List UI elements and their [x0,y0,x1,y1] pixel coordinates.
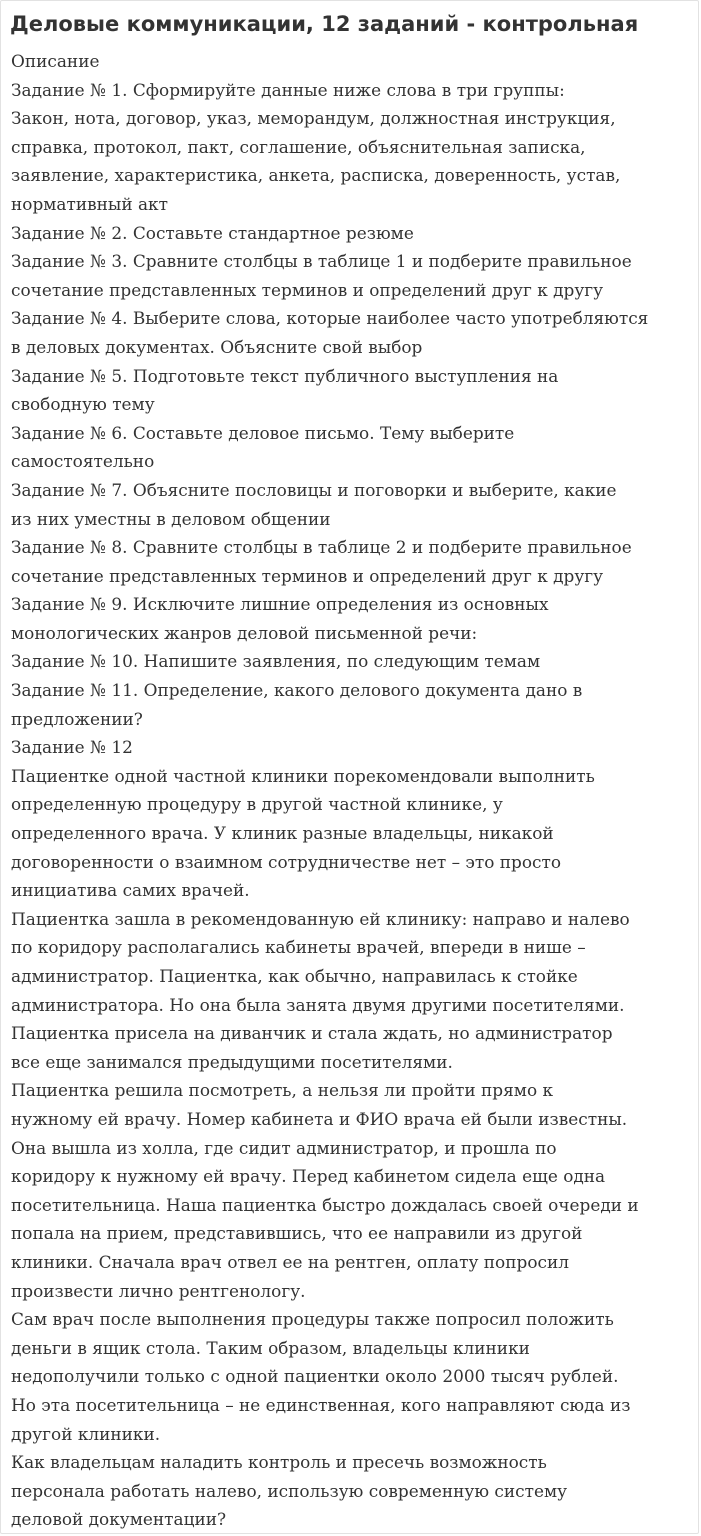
text-line: Как владельцам наладить контроль и пресечь возможность [11,1453,547,1474]
text-line: клиники. Сначала врач отвел ее на рентген, оплату попросил [11,1252,569,1273]
text-line: сочетание представленных терминов и определений друг к другу [11,566,604,587]
text-line: справка, протокол, пакт, соглашение, объяснительная записка, [11,137,586,158]
text-line: инициатива самих врачей. [11,881,250,902]
text-line: Пациентка решила посмотреть, а нельзя ли пройти прямо к [11,1081,554,1102]
text-line: монологических жанров деловой письменной речи: [11,623,478,644]
text-line: в деловых документах. Объясните свой выбор [11,337,423,358]
text-line: Задание № 11. Определение, какого делового документа дано в [11,681,583,702]
text-line: Пациентка зашла в рекомендованную ей клинику: направо и налево [11,909,630,930]
text-line: Задание № 8. Сравните столбцы в таблице 2 и подберите правильное [11,538,632,559]
text-line: Она вышла из холла, где сидит администратор, и прошла по [11,1138,557,1159]
text-line: попала на прием, представившись, что ее направили из другой [11,1224,583,1245]
text-line: Задание № 4. Выберите слова, которые наиболее часто употребляются [11,309,649,330]
text-line: администратора. Но она была занята двумя другими посетителями. [11,995,625,1016]
text-line: все еще занимался предыдущими посетителями. [11,1052,453,1073]
text-line: коридору к нужному ей врачу. Перед кабинетом сидела еще одна [11,1167,606,1188]
text-line: свободную тему [11,395,155,416]
text-line: администратор. Пациентка, как обычно, направилась к стойке [11,967,578,987]
text-line: Задание № 9. Исключите лишние определения из основных [11,595,549,616]
text-line: сочетание представленных терминов и определений друг к другу [11,280,604,301]
text-line: определенного врача. У клиник разные владельцы, никакой [11,824,554,845]
text-line: Пациентка присела на диванчик и стала ждать, но администратор [11,1024,613,1045]
text-line: Задание № 1. Сформируйте данные ниже слова в три группы: [11,80,565,101]
text-line: предложении? [11,709,143,730]
text-line: Задание № 10. Напишите заявления, по следующим темам [11,652,541,673]
text-line: Задание № 3. Сравните столбцы в таблице 1 и подберите правильное [11,252,632,273]
text-line: самостоятельно [11,452,155,473]
text-line: договоренности о взаимном сотрудничестве нет – это просто [11,852,562,873]
text-line: нормативный акт [11,194,168,215]
text-line: другой клиники. [11,1424,161,1445]
text-line: Но эта посетительница – не единственная, кого направляют сюда из [11,1395,631,1416]
text-line: из них уместны в деловом общении [11,509,331,530]
text-line: Пациентке одной частной клиники порекомендовали выполнить [11,766,595,787]
text-line: деньги в ящик стола. Таким образом, владельцы клиники [11,1338,530,1359]
text-line: Задание № 6. Составьте деловое письмо. Тему выберите [11,423,515,444]
text-line: нужному ей врачу. Номер кабинета и ФИО врача ей были известны. [11,1109,628,1130]
text-line: определенную процедуру в другой частной клинике, у [11,795,503,816]
text-line: недополучили только с одной пациентки около 2000 тысяч рублей. [11,1367,619,1388]
text-line: персонала работать налево, использую современную систему [11,1481,568,1502]
text-line: Задание № 2. Составьте стандартное резюме [11,223,414,244]
page-title: Деловые коммуникации, 12 заданий - контрольная [10,12,639,36]
text-line: посетительница. Наша пациентка быстро дождалась своей очереди и [11,1195,639,1216]
text-line: заявление, характеристика, анкета, расписка, доверенность, устав, [11,166,621,187]
description-heading: Описание [11,52,100,72]
text-line: Задание № 5. Подготовьте текст публичного выступления на [11,366,559,387]
text-line: Закон, нота, договор, указ, меморандум, должностная инструкция, [11,109,616,130]
text-line: Задание № 12 [11,738,133,759]
text-line: деловой документации? [11,1510,227,1531]
text-line: Задание № 7. Объясните пословицы и поговорки и выберите, какие [11,480,617,501]
text-line: по коридору располагались кабинеты врачей, впереди в нише – [11,938,586,959]
document-body [11,48,699,1535]
text-line: Сам врач после выполнения процедуры также попросил положить [11,1310,614,1331]
text-line: произвести лично рентгенологу. [11,1281,306,1302]
